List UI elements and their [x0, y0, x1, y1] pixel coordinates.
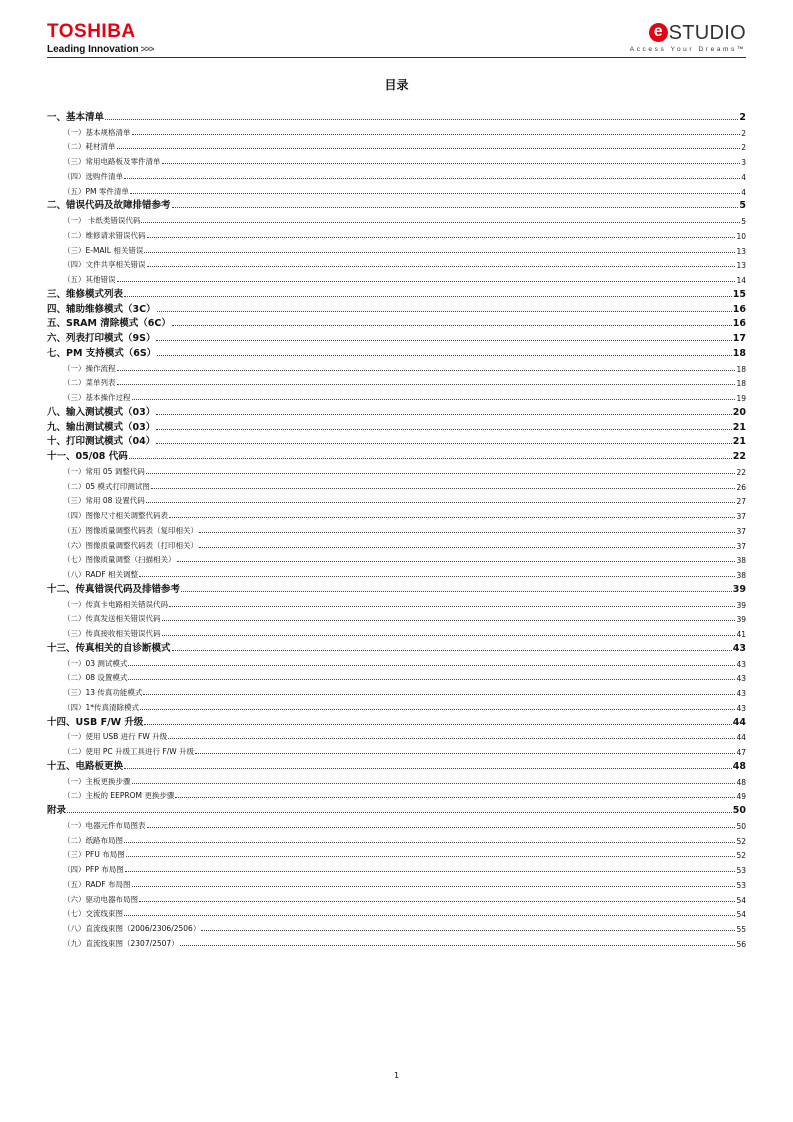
toc-section-entry[interactable] — [47, 418, 746, 433]
toc-entry-title: （五）PM 零件清单 — [63, 186, 129, 196]
toc-entry-page: 2 — [739, 111, 746, 123]
toc-subsection-entry[interactable] — [47, 890, 746, 905]
toc-subsection-entry[interactable] — [47, 521, 746, 536]
toc-subsection-entry[interactable] — [47, 669, 746, 684]
toc-entry-page: 37 — [736, 541, 746, 551]
toc-dot-leader — [117, 281, 736, 282]
toc-subsection-entry[interactable] — [47, 388, 746, 403]
toc-entry-page: 52 — [736, 836, 746, 846]
toc-entry-page: 53 — [736, 866, 746, 875]
toc-subsection-entry[interactable] — [47, 536, 746, 551]
toc-dot-leader — [147, 237, 736, 238]
toc-entry-page: 5 — [741, 217, 746, 226]
toc-entry-title: （一） 卡纸类错误代码 — [63, 216, 141, 225]
toc-section-entry[interactable] — [47, 403, 746, 418]
toc-section-entry[interactable] — [47, 344, 746, 359]
toc-subsection-entry[interactable] — [47, 462, 746, 477]
toc-entry-page: 21 — [732, 421, 746, 433]
toc-entry-title: （三）13 传真功能模式 — [63, 688, 143, 697]
estudio-slogan: Access Your Dreams™ — [629, 46, 746, 53]
toc-entry-page: 43 — [732, 642, 746, 654]
toc-dot-leader — [124, 768, 732, 769]
toc-entry-page: 53 — [736, 880, 746, 890]
toc-subsection-entry[interactable] — [47, 654, 746, 669]
toc-entry-page: 22 — [736, 467, 746, 477]
toc-entry-title: （一）传真卡电路相关错误代码 — [63, 599, 168, 609]
toc-dot-leader — [157, 311, 732, 312]
estudio-name: STUDIO — [668, 22, 746, 44]
toc-entry-page: 39 — [736, 615, 746, 625]
brand-name: TOSHIBA — [47, 21, 136, 42]
toc-entry-title: （二）05 模式打印测试图 — [63, 481, 150, 491]
toc-entry-page: 48 — [732, 760, 746, 772]
toc-dot-leader — [144, 724, 731, 725]
toc-dot-leader — [169, 517, 735, 518]
toc-subsection-entry[interactable] — [47, 123, 746, 138]
toc-entry-page: 4 — [741, 172, 746, 182]
toc-entry-page: 18 — [732, 347, 746, 359]
toc-entry-page: 44 — [732, 716, 746, 728]
toc-subsection-entry[interactable] — [47, 211, 746, 226]
toc-entry-page: 20 — [732, 406, 746, 418]
toc-dot-leader — [67, 812, 732, 813]
toc-dot-leader — [199, 547, 735, 548]
toc-entry-title: （一）操作流程 — [63, 363, 116, 373]
toc-section-entry[interactable] — [47, 300, 746, 315]
toc-entry-title: （八）RADF 相关调整 — [63, 570, 139, 579]
toc-entry-page: 56 — [736, 939, 746, 949]
toc-entry-page: 17 — [732, 333, 746, 344]
toc-dot-leader — [140, 709, 735, 710]
toc-dot-leader — [128, 665, 735, 666]
toc-subsection-entry[interactable] — [47, 683, 746, 698]
toc-entry-title: 十五、电路板更换 — [47, 760, 124, 772]
toc-subsection-entry[interactable] — [47, 624, 746, 639]
toc-entry-page: 38 — [736, 556, 746, 566]
toc-entry-page: 49 — [736, 792, 746, 802]
page-header — [47, 22, 746, 60]
toc-entry-page: 43 — [736, 674, 746, 684]
toc-dot-leader — [172, 325, 732, 326]
toc-subsection-entry[interactable] — [47, 182, 746, 197]
toc-section-entry[interactable] — [47, 580, 746, 595]
toc-entry-page: 13 — [736, 246, 746, 256]
toc-dot-leader — [169, 606, 735, 607]
toc-entry-page: 27 — [736, 497, 746, 507]
toc-section-entry[interactable] — [47, 433, 746, 448]
toc-entry-page: 52 — [736, 851, 746, 861]
toc-entry-page: 3 — [741, 158, 746, 167]
toc-entry-page: 54 — [736, 895, 746, 905]
toc-dot-leader — [128, 679, 735, 680]
toc-dot-leader — [156, 429, 732, 430]
toc-entry-title: （二）耗材清单 — [63, 142, 116, 152]
toc-entry-title: （二）08 设置模式 — [63, 673, 128, 683]
toc-section-entry[interactable] — [47, 801, 746, 816]
toc-dot-leader — [143, 694, 735, 695]
toc-section-entry[interactable] — [47, 713, 746, 728]
toc-section-entry[interactable] — [47, 285, 746, 300]
toc-entry-title: （一）使用 USB 进行 FW 升级 — [63, 732, 168, 742]
toc-section-entry[interactable] — [47, 197, 746, 212]
toc-entry-title: （四）文件共享相关错误 — [63, 260, 146, 270]
toc-entry-title: （二）纸路布局图 — [63, 835, 123, 845]
toc-entry-title: （七）交流线束图 — [63, 909, 123, 919]
toc-entry-title: （一）基本规格清单 — [63, 127, 131, 137]
toc-entry-title: （五）图像质量调整代码表（复印相关） — [63, 525, 198, 535]
toc-entry-title: 五、SRAM 清除模式（6C） — [47, 318, 171, 330]
toc-dot-leader — [117, 370, 736, 371]
toc-entry-page: 18 — [736, 364, 746, 374]
toc-dot-leader — [124, 296, 732, 297]
toc-dot-leader — [147, 266, 736, 267]
toc-entry-title: （四）图像尺寸相关调整代码表 — [63, 511, 168, 520]
toc-dot-leader — [156, 414, 732, 415]
toc-dot-leader — [124, 915, 735, 916]
toc-dot-leader — [144, 252, 735, 253]
toc-entry-title: （四）1*传真清除模式 — [63, 702, 140, 712]
toc-entry-title: 九、输出测试模式（03） — [47, 421, 156, 433]
toc-section-entry[interactable] — [47, 757, 746, 772]
toc-entry-title: 六、列表打印模式（9S） — [47, 333, 156, 344]
toc-dot-leader — [146, 473, 736, 474]
toc-subsection-entry[interactable] — [47, 138, 746, 153]
toc-dot-leader — [117, 384, 736, 385]
toc-dot-leader — [124, 178, 740, 179]
toc-dot-leader — [162, 163, 741, 164]
toc-dot-leader — [162, 635, 736, 636]
toc-dot-leader — [132, 399, 736, 400]
toc-entry-page: 26 — [736, 482, 746, 492]
toc-entry-title: （四）PFP 布局图 — [63, 865, 124, 874]
toc-entry-title: （五）其他错误 — [63, 275, 116, 284]
toc-entry-page: 54 — [736, 910, 746, 920]
toc-dot-leader — [129, 458, 732, 459]
toc-entry-title: 八、输入测试模式（03） — [47, 406, 156, 418]
toc-entry-title: （一）电器元件布局图表 — [63, 820, 146, 830]
page-number: 1 — [393, 1071, 400, 1080]
toc-dot-leader — [139, 901, 735, 902]
toc-entry-page: 14 — [736, 276, 746, 285]
toshiba-logo — [47, 22, 153, 56]
toc-subsection-entry[interactable] — [47, 610, 746, 625]
toc-entry-title: （五）RADF 布局图 — [63, 879, 131, 889]
toc-entry-page: 44 — [736, 733, 746, 743]
toc-dot-leader — [175, 797, 735, 798]
toc-entry-page: 38 — [736, 571, 746, 580]
toc-entry-page: 37 — [736, 526, 746, 536]
toc-subsection-entry[interactable] — [47, 506, 746, 521]
toc-entry-title: 十一、05/08 代码 — [47, 451, 128, 462]
toc-entry-title: （二）主板的 EEPROM 更换步骤 — [63, 791, 175, 801]
estudio-logo — [630, 22, 746, 53]
toc-entry-title: （二）传真发送相关错误代码 — [63, 614, 161, 624]
toc-entry-page: 2 — [741, 128, 746, 138]
toc-entry-page: 19 — [736, 394, 746, 403]
toc-entry-page: 37 — [736, 512, 746, 521]
toc-entry-title: （一）03 测试模式 — [63, 658, 128, 668]
toc-subsection-entry[interactable] — [47, 816, 746, 831]
toc-entry-page: 48 — [736, 777, 746, 787]
toc-section-entry[interactable] — [47, 108, 746, 123]
toc-entry-page: 4 — [741, 187, 746, 197]
toc-entry-page: 50 — [736, 821, 746, 831]
toc-subsection-entry[interactable] — [47, 477, 746, 492]
toc-entry-page: 43 — [736, 659, 746, 669]
toc-section-entry[interactable] — [47, 329, 746, 344]
toc-entry-title: （八）直流线束图（2006/2306/2506） — [63, 924, 201, 933]
toc-subsection-entry[interactable] — [47, 728, 746, 743]
toc-entry-title: （三）传真接收相关错误代码 — [63, 629, 161, 638]
toc-dot-leader — [156, 443, 732, 444]
toc-entry-title: （三）基本操作过程 — [63, 393, 131, 402]
toc-dot-leader — [139, 576, 735, 577]
toc-entry-title: 四、辅助维修模式（3C） — [47, 303, 156, 315]
toc-dot-leader — [151, 488, 736, 489]
toc-dot-leader — [201, 930, 735, 931]
toc-subsection-entry[interactable] — [47, 905, 746, 920]
toc-entry-page: 15 — [732, 288, 746, 300]
page-title: 目录 — [384, 78, 409, 92]
toc-dot-leader — [130, 193, 740, 194]
brand-tagline — [47, 43, 153, 56]
toc-entry-title: 一、基本清单 — [47, 111, 105, 123]
toc-dot-leader — [117, 148, 741, 149]
toc-subsection-entry[interactable] — [47, 919, 746, 934]
toc-entry-page: 41 — [736, 630, 746, 639]
toc-dot-leader — [126, 856, 736, 857]
toc-dot-leader — [124, 842, 735, 843]
toc-dot-leader — [132, 886, 736, 887]
toc-entry-page: 39 — [736, 600, 746, 610]
toc-dot-leader — [172, 207, 739, 208]
toc-dot-leader — [147, 827, 736, 828]
toc-subsection-entry[interactable] — [47, 256, 746, 271]
toc-entry-page: 39 — [732, 583, 746, 595]
toc-subsection-entry[interactable] — [47, 860, 746, 875]
toc-subsection-entry[interactable] — [47, 270, 746, 285]
toc-subsection-entry[interactable] — [47, 742, 746, 757]
toc-entry-page: 47 — [736, 748, 746, 757]
toc-entry-title: （二）维修请求错误代码 — [63, 230, 146, 240]
toc-section-entry[interactable] — [47, 315, 746, 330]
toc-entry-title: （六）图像质量调整代码表（打印相关） — [63, 540, 198, 550]
toc-section-entry[interactable] — [47, 639, 746, 654]
toc-entry-page: 13 — [736, 261, 746, 271]
toc-entry-page: 43 — [736, 689, 746, 698]
toc-dot-leader — [125, 871, 736, 872]
toc-entry-title: （六）驱动电器布局图 — [63, 894, 138, 904]
toc-subsection-entry[interactable] — [47, 167, 746, 182]
toc-subsection-entry[interactable] — [47, 787, 746, 802]
toc-subsection-entry[interactable] — [47, 226, 746, 241]
toc-dot-leader — [180, 945, 736, 946]
brand-tagline-text: Leading Innovation — [47, 44, 139, 55]
toc-entry-page: 5 — [739, 200, 746, 212]
toc-entry-title: （一）常用 05 调整代码 — [63, 466, 145, 476]
toc-entry-title: （九）直流线束图（2307/2507） — [63, 938, 179, 948]
table-of-contents — [47, 108, 746, 949]
toc-entry-page: 16 — [732, 318, 746, 330]
toc-dot-leader — [199, 532, 735, 533]
toc-entry-title: 附录 — [47, 805, 67, 816]
toc-entry-title: （三）常用电路板及零件清单 — [63, 157, 161, 166]
toc-dot-leader — [162, 620, 736, 621]
toc-entry-title: 七、PM 支持模式（6S） — [47, 347, 157, 359]
toc-entry-page: 50 — [732, 805, 746, 816]
toc-dot-leader — [195, 753, 735, 754]
toc-entry-title: （三）常用 08 设置代码 — [63, 496, 145, 506]
toc-entry-title: 十三、传真相关的自诊断模式 — [47, 642, 171, 654]
toc-entry-title: （二）使用 PC 升级工具进行 F/W 升级 — [63, 747, 195, 756]
toc-entry-page: 16 — [732, 303, 746, 315]
toc-subsection-entry[interactable] — [47, 241, 746, 256]
toc-entry-page: 2 — [741, 143, 746, 153]
toc-subsection-entry[interactable] — [47, 565, 746, 580]
toc-section-entry[interactable] — [47, 447, 746, 462]
toc-entry-title: （四）选购件清单 — [63, 171, 123, 181]
toc-dot-leader — [141, 222, 740, 223]
toc-entry-title: 十四、USB F/W 升级 — [47, 716, 144, 728]
toc-dot-leader — [172, 650, 732, 651]
toc-subsection-entry[interactable] — [47, 492, 746, 507]
toc-entry-title: （三）E-MAIL 相关错误 — [63, 245, 144, 255]
estudio-mark-icon: e — [649, 23, 668, 42]
toc-subsection-entry[interactable] — [47, 846, 746, 861]
toc-entry-page: 10 — [736, 231, 746, 241]
toc-entry-page: 21 — [732, 436, 746, 448]
toc-entry-page: 18 — [736, 379, 746, 389]
header-divider — [47, 57, 746, 58]
toc-entry-title: 三、维修模式列表 — [47, 288, 124, 300]
toc-subsection-entry[interactable] — [47, 831, 746, 846]
toc-dot-leader — [105, 119, 738, 120]
toc-dot-leader — [177, 561, 736, 562]
toc-entry-title: （三）PFU 布局图 — [63, 850, 125, 860]
toc-entry-title: （二）菜单列表 — [63, 378, 116, 388]
toc-dot-leader — [146, 502, 736, 503]
toc-subsection-entry[interactable] — [47, 595, 746, 610]
toc-dot-leader — [132, 783, 736, 784]
toc-subsection-entry[interactable] — [47, 551, 746, 566]
toc-entry-title: 二、错误代码及故障排错参考 — [47, 200, 171, 212]
toc-entry-page: 55 — [736, 925, 746, 934]
toc-entry-page: 22 — [732, 451, 746, 462]
toc-subsection-entry[interactable] — [47, 152, 746, 167]
toc-subsection-entry[interactable] — [47, 934, 746, 949]
arrows-icon: >>> — [140, 44, 154, 54]
toc-entry-page: 43 — [736, 703, 746, 713]
toc-subsection-entry[interactable] — [47, 875, 746, 890]
toc-entry-title: 十二、传真错误代码及排错参考 — [47, 583, 181, 595]
toc-dot-leader — [157, 355, 732, 356]
toc-dot-leader — [156, 340, 731, 341]
toc-entry-title: 十、打印测试模式（04） — [47, 436, 156, 448]
toc-subsection-entry[interactable] — [47, 698, 746, 713]
toc-subsection-entry[interactable] — [47, 772, 746, 787]
toc-subsection-entry[interactable] — [47, 374, 746, 389]
toc-subsection-entry[interactable] — [47, 359, 746, 374]
toc-dot-leader — [132, 134, 741, 135]
toc-entry-title: （一）主板更换步骤 — [63, 776, 131, 786]
toc-dot-leader — [181, 591, 732, 592]
toc-dot-leader — [168, 738, 735, 739]
toc-entry-title: （七）图像质量调整（扫描相关） — [63, 555, 176, 565]
